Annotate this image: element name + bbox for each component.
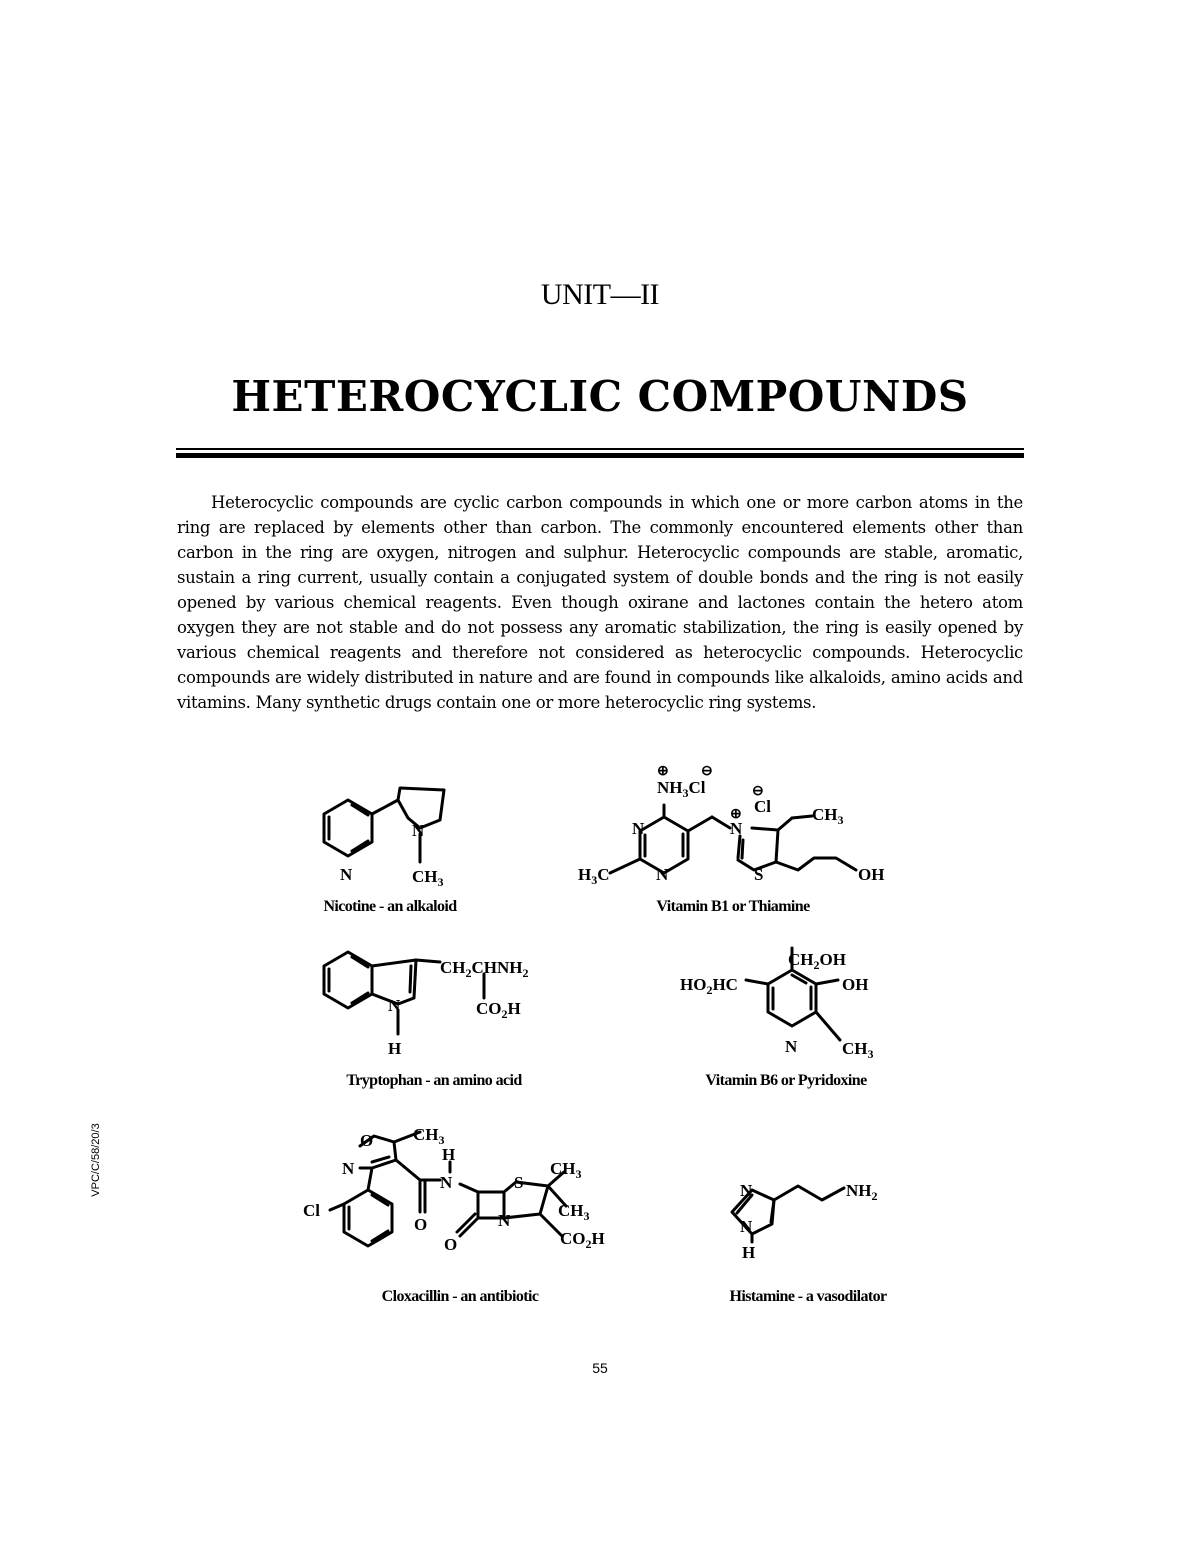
- svg-text:⊕: ⊕: [730, 807, 742, 822]
- svg-text:CH3: $CH_3$: [558, 1201, 590, 1223]
- caption-thiamine: Vitamin B1 or Thiamine: [656, 898, 810, 915]
- svg-text:N: N: [740, 1181, 753, 1200]
- caption-nicotine: Nicotine - an alkaloid: [323, 898, 457, 915]
- page-number: 55: [592, 1360, 608, 1376]
- caption-cloxacillin: Cloxacillin - an antibiotic: [381, 1288, 539, 1305]
- svg-text:CH3: $CH_3$: [842, 1039, 874, 1061]
- svg-text:N: N: [342, 1159, 355, 1178]
- svg-text:NH3Cl: $NH_3Cl$: [657, 778, 706, 800]
- svg-text:⊖: ⊖: [701, 764, 713, 779]
- svg-text:OH: OH: [858, 865, 885, 884]
- svg-text:N: N: [388, 996, 401, 1015]
- svg-text:S: S: [514, 1173, 524, 1192]
- svg-text:⊖: ⊖: [752, 784, 764, 799]
- intro-paragraph: Heterocyclic compounds are cyclic carbon compounds in which one or more carbon atoms in the ring are replaced by elements other than carbon. The commonly encountered elements other than carbon in the ring are oxygen, nitrogen and sulphur. Heterocyclic compounds are stable, aromatic, sustain a ring current, usually contain a conjugated system of double bonds and the ring is not easily opened by various chemical reagents. Even though oxirane and lactones contain the hetero atom oxygen they are not stable and do not possess any aromatic stabilization, the ring is easily opened by various chemical reagents and therefore not considered as heterocyclic compounds. Heterocyclic compounds are widely distributed in nature and are found in compounds like alkaloids, amino acids and vitamins. Many synthetic drugs contain one or more heterocyclic ring systems.: [177, 493, 1023, 712]
- svg-text:N: N: [740, 1217, 753, 1236]
- svg-text:HO2HC: $HO_2HC$: [680, 975, 738, 997]
- svg-text:NH2: $NH_2$: [846, 1181, 878, 1203]
- caption-histamine: Histamine - a vasodilator: [729, 1288, 887, 1305]
- svg-text:Cl: Cl: [303, 1201, 320, 1220]
- svg-text:H: H: [442, 1145, 456, 1164]
- unit-label: UNIT—II: [540, 278, 660, 311]
- nicotine-atom-n-pyridine: N: [340, 865, 353, 884]
- svg-text:H: H: [388, 1039, 402, 1058]
- nicotine-atom-n-pyrrolidine: N: [412, 821, 425, 840]
- svg-text:CH3: $CH_3$: [812, 805, 844, 827]
- svg-text:CH3: $CH_3$: [413, 1125, 445, 1147]
- svg-text:CH2OH: $CH_2OH$: [788, 950, 846, 972]
- side-code: VPC/C/58/20/3: [90, 1123, 102, 1197]
- svg-text:OH: OH: [842, 975, 869, 994]
- svg-text:H: H: [742, 1243, 756, 1262]
- svg-text:CH3: $CH_3$: [550, 1159, 582, 1181]
- nicotine-structure: [324, 788, 444, 862]
- svg-text:N: N: [730, 819, 743, 838]
- svg-text:CO2H: $CO_2H$: [476, 999, 521, 1021]
- svg-text:H3C: $H_3C$: [578, 865, 610, 887]
- svg-text:CO2H: $CO_2H$: [560, 1229, 605, 1251]
- nicotine-atom-ch3: $CH_3$: [412, 867, 444, 889]
- svg-text:N: N: [656, 865, 669, 884]
- svg-text:Cl: Cl: [754, 797, 771, 816]
- svg-text:N: N: [440, 1173, 453, 1192]
- caption-pyridoxine: Vitamin B6 or Pyridoxine: [705, 1072, 867, 1089]
- svg-text:⊕: ⊕: [657, 764, 669, 779]
- svg-text:O: O: [444, 1235, 458, 1254]
- svg-text:S: S: [754, 865, 764, 884]
- svg-text:CH2CHNH2: $CH_2CHNH_2$: [440, 958, 529, 980]
- svg-text:N: N: [632, 819, 645, 838]
- svg-text:N: N: [785, 1037, 798, 1056]
- svg-text:O: O: [360, 1131, 374, 1150]
- svg-text:O: O: [414, 1215, 428, 1234]
- chapter-title: HETEROCYCLIC COMPOUNDS: [231, 372, 969, 421]
- svg-text:N: N: [498, 1211, 511, 1230]
- caption-tryptophan: Tryptophan - an amino acid: [346, 1072, 522, 1089]
